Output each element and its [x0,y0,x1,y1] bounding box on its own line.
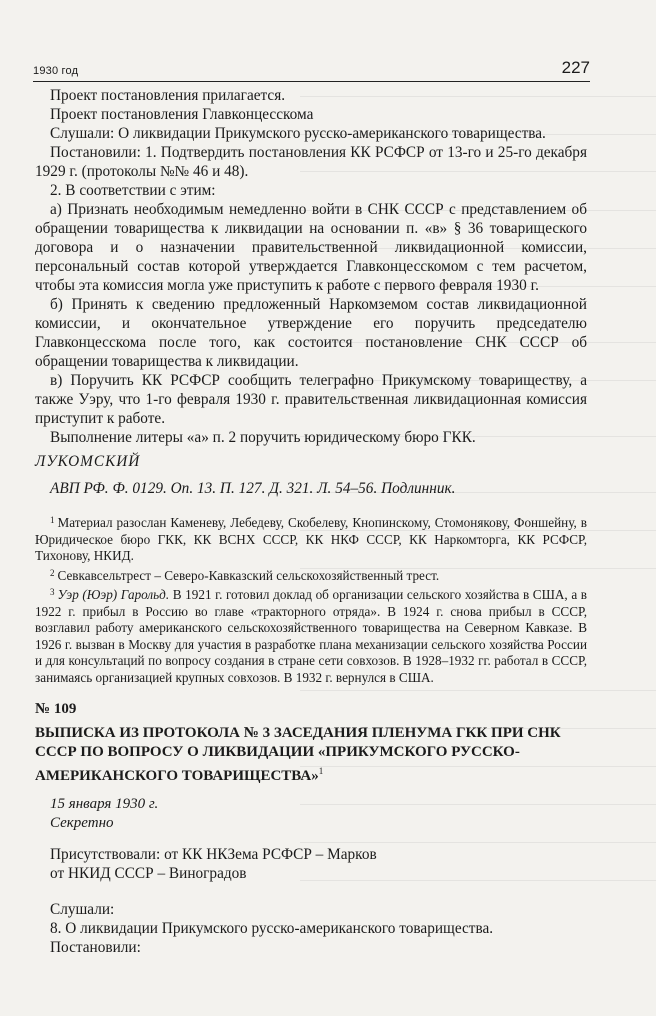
date-block [35,795,587,833]
footnotes [35,512,587,686]
document-date: 15 января 1930 г. [50,796,159,812]
paragraph: Постановили: 1. Подтвердить постановления КК РСФСР от 13-го и 25-го декабря 1929 г. (протоколы №№ 46 и 48). [35,144,587,180]
paragraph: Выполнение литеры «а» п. 2 поручить юридическому бюро ГКК. [50,429,476,446]
document-title [35,724,587,786]
paragraph: Проект постановления Главконцесскома [50,106,314,123]
title-footnote-mark: 1 [318,766,324,776]
present-line: Присутствовали: от КК НКЗема РСФСР – Марков [50,846,377,863]
signature: ЛУКОМСКИЙ [35,453,141,470]
footnote [35,565,587,585]
footnote-number: 1 [50,515,55,525]
footnote-text: Материал разослан Каменеву, Лебедеву, Скобелеву, Кнопинскому, Стомонякову, Фоншейну, в Юридическое бюро ГКК, КК ВСНХ СССР, КК НКФ СССР, КК Наркомторга, КК РСФСР, Тихонову, НКИД. [35,515,587,563]
running-head: 1930 год [33,65,79,77]
footnote-number: 2 [50,567,55,578]
archive-source: АВП РФ. Ф. 0129. Оп. 13. П. 127. Д. 321. Л. 54–56. Подлинник. [50,480,456,497]
paragraph: 2. В соответствии с этим: [50,182,216,199]
present-line: от НКИД СССР – Виноградов [50,865,247,882]
heard-item: 8. О ликвидации Прикумского русско-американского товарищества. [50,920,494,937]
page-number: 227 [561,58,590,77]
agenda [35,900,587,957]
document-body [35,86,587,498]
paragraph: Слушали: О ликвидации Прикумского русско-американского товарищества. [50,125,546,142]
footnote-text: Севкавсельтрест – Северо-Кавказский сельскохозяйственный трест. [57,567,440,583]
footnote-person-name: Уэр (Юэр) Гарольд. [57,587,170,602]
page-header [33,60,590,80]
document-title-text: ВЫПИСКА ИЗ ПРОТОКОЛА № 3 ЗАСЕДАНИЯ ПЛЕНУМА ГКК ПРИ СНК СССР ПО ВОПРОСУ О ЛИКВИДАЦИИ «ПРИКУМСКОГО РУССКО-АМЕРИКАНСКОГО ТОВАРИЩЕСТВА» [35,725,561,784]
paragraph: а) Признать необходимым немедленно войти в СНК СССР с представлением об обращении товарищества к ликвидации на основании п. «в» § 36 товарищеского договора и о назначении правительственной ликвидационной комиссии, персональный состав которой утверждается Главконцесскомом с тем расчетом, чтобы эта комиссия могла уже приступить к работе с первого февраля 1930 г. [35,201,587,294]
heard-label: Слушали: [50,901,115,918]
resolved-label: Постановили: [50,939,141,956]
footnote-text: В 1921 г. готовил доклад об организации сельского хозяйства в США, а в 1922 г. прибыл в Россию во главе «тракторного отряда». В 1924 г. снова прибыл в СССР, возглавил работу американского сельскохозяйственного товарищества на Северном Кавказе. В 1926 г. вызван в Москву для участия в разработке плана механизации сельского хозяйства России и для консультаций по вопросу создания в стране сети совхозов. В 1928–1932 гг. работал в СССР, занимаясь организацией крупных совхозов. В 1932 г. вернулся в США. [35,587,588,685]
paragraph: в) Поручить КК РСФСР сообщить телеграфно Прикумскому товариществу, а также Уэру, что 1-го февраля 1930 г. правительственная ликвидационная комиссия приступит к работе. [35,372,587,427]
footnote-number: 3 [50,587,55,597]
secrecy-mark: Секретно [50,815,114,831]
header-rule [33,81,590,82]
document-number: № 109 [35,701,77,717]
page-content [35,86,587,957]
paragraph: Проект постановления прилагается. [50,87,286,104]
footnote [35,512,587,565]
footnote [35,584,587,686]
paragraph: б) Принять к сведению предложенный Наркомземом состав ликвидационной комиссии, и окончательное утверждение его поручить председателю Главконцесскома после того, как состоится постановление СНК СССР об обращении товарищества к ликвидации. [35,296,587,370]
attendance [35,845,587,883]
